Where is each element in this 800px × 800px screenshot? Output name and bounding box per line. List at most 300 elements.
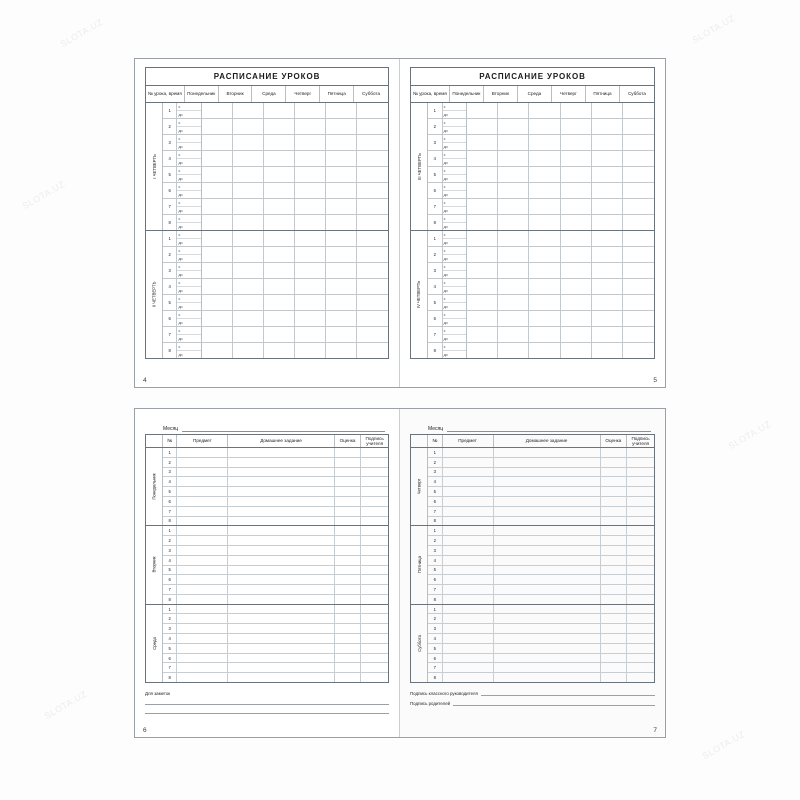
table-row[interactable] xyxy=(163,468,388,478)
cell-signature[interactable] xyxy=(361,634,388,643)
table-row[interactable] xyxy=(163,546,388,556)
cell-monday[interactable] xyxy=(202,311,233,326)
cell-saturday[interactable] xyxy=(357,183,388,198)
cell-subject[interactable] xyxy=(177,468,228,477)
cell-wednesday[interactable] xyxy=(264,183,295,198)
cell-subject[interactable] xyxy=(177,517,228,526)
table-row[interactable] xyxy=(163,556,388,566)
cell-homework[interactable] xyxy=(228,595,334,604)
cell-tuesday[interactable] xyxy=(233,279,264,294)
cell-tuesday[interactable] xyxy=(498,327,529,342)
cell-mark[interactable] xyxy=(601,575,628,584)
cell-monday[interactable] xyxy=(467,263,498,278)
cell-subject[interactable] xyxy=(443,487,494,496)
cell-tuesday[interactable] xyxy=(233,151,264,166)
cell-tuesday[interactable] xyxy=(498,279,529,294)
table-row[interactable] xyxy=(428,605,654,615)
cell-mark[interactable] xyxy=(601,458,628,467)
cell-mark[interactable] xyxy=(335,654,362,663)
lesson-time[interactable] xyxy=(443,151,467,166)
cell-subject[interactable] xyxy=(177,546,228,555)
cell-signature[interactable] xyxy=(627,595,654,604)
lesson-time[interactable] xyxy=(443,103,467,118)
table-row[interactable] xyxy=(163,614,388,624)
cell-signature[interactable] xyxy=(627,575,654,584)
cell-thursday[interactable] xyxy=(561,183,592,198)
cell-homework[interactable] xyxy=(228,624,334,633)
cell-subject[interactable] xyxy=(177,487,228,496)
cell-subject[interactable] xyxy=(443,673,494,682)
cell-homework[interactable] xyxy=(228,614,334,623)
cell-thursday[interactable] xyxy=(295,215,326,230)
cell-wednesday[interactable] xyxy=(264,231,295,246)
cell-mark[interactable] xyxy=(335,644,362,653)
cell-saturday[interactable] xyxy=(357,247,388,262)
lesson-time[interactable] xyxy=(177,311,201,326)
cell-signature[interactable] xyxy=(361,477,388,486)
cell-mark[interactable] xyxy=(335,624,362,633)
cell-wednesday[interactable] xyxy=(264,343,295,358)
table-row[interactable] xyxy=(163,605,388,615)
cell-mark[interactable] xyxy=(335,526,362,535)
cell-subject[interactable] xyxy=(443,526,494,535)
lesson-time[interactable] xyxy=(443,199,467,214)
cell-wednesday[interactable] xyxy=(264,311,295,326)
cell-homework[interactable] xyxy=(494,448,601,457)
cell-subject[interactable] xyxy=(443,458,494,467)
cell-tuesday[interactable] xyxy=(498,103,529,118)
lesson-time[interactable] xyxy=(443,247,467,262)
lesson-row[interactable] xyxy=(163,135,388,151)
table-row[interactable] xyxy=(428,614,654,624)
notes-line[interactable] xyxy=(145,705,389,714)
cell-tuesday[interactable] xyxy=(233,183,264,198)
cell-friday[interactable] xyxy=(326,343,357,358)
lesson-time[interactable] xyxy=(177,103,201,118)
cell-monday[interactable] xyxy=(467,311,498,326)
cell-mark[interactable] xyxy=(601,654,628,663)
cell-tuesday[interactable] xyxy=(498,343,529,358)
cell-mark[interactable] xyxy=(601,546,628,555)
cell-thursday[interactable] xyxy=(561,231,592,246)
cell-tuesday[interactable] xyxy=(233,231,264,246)
lesson-row[interactable] xyxy=(163,263,388,279)
cell-signature[interactable] xyxy=(627,673,654,682)
cell-subject[interactable] xyxy=(177,556,228,565)
cell-thursday[interactable] xyxy=(561,279,592,294)
table-row[interactable] xyxy=(428,526,654,536)
cell-friday[interactable] xyxy=(592,183,623,198)
cell-signature[interactable] xyxy=(361,546,388,555)
cell-wednesday[interactable] xyxy=(264,295,295,310)
cell-homework[interactable] xyxy=(228,468,334,477)
cell-mark[interactable] xyxy=(335,487,362,496)
cell-subject[interactable] xyxy=(443,663,494,672)
lesson-time[interactable] xyxy=(177,135,201,150)
cell-wednesday[interactable] xyxy=(529,183,560,198)
cell-mark[interactable] xyxy=(601,448,628,457)
lesson-row[interactable] xyxy=(163,279,388,295)
lesson-row[interactable] xyxy=(428,263,654,279)
table-row[interactable] xyxy=(163,487,388,497)
cell-signature[interactable] xyxy=(627,654,654,663)
table-row[interactable] xyxy=(428,477,654,487)
cell-subject[interactable] xyxy=(177,634,228,643)
lesson-time[interactable] xyxy=(177,215,201,230)
cell-friday[interactable] xyxy=(592,279,623,294)
lesson-row[interactable] xyxy=(163,295,388,311)
cell-subject[interactable] xyxy=(443,585,494,594)
cell-subject[interactable] xyxy=(443,517,494,526)
lesson-row[interactable] xyxy=(428,279,654,295)
cell-subject[interactable] xyxy=(177,536,228,545)
month-field[interactable] xyxy=(428,421,655,432)
cell-signature[interactable] xyxy=(627,644,654,653)
lesson-time[interactable] xyxy=(177,279,201,294)
cell-tuesday[interactable] xyxy=(233,103,264,118)
cell-signature[interactable] xyxy=(361,536,388,545)
cell-saturday[interactable] xyxy=(357,279,388,294)
cell-wednesday[interactable] xyxy=(529,167,560,182)
lesson-row[interactable] xyxy=(428,327,654,343)
cell-signature[interactable] xyxy=(361,566,388,575)
cell-signature[interactable] xyxy=(361,487,388,496)
table-row[interactable] xyxy=(428,566,654,576)
table-row[interactable] xyxy=(163,517,388,526)
lesson-row[interactable] xyxy=(428,119,654,135)
cell-tuesday[interactable] xyxy=(233,343,264,358)
cell-mark[interactable] xyxy=(335,556,362,565)
cell-friday[interactable] xyxy=(326,183,357,198)
cell-homework[interactable] xyxy=(494,517,601,526)
cell-wednesday[interactable] xyxy=(264,247,295,262)
lesson-time[interactable] xyxy=(443,183,467,198)
cell-friday[interactable] xyxy=(592,103,623,118)
cell-friday[interactable] xyxy=(592,151,623,166)
cell-wednesday[interactable] xyxy=(264,103,295,118)
cell-friday[interactable] xyxy=(326,167,357,182)
cell-mark[interactable] xyxy=(601,595,628,604)
cell-thursday[interactable] xyxy=(295,183,326,198)
cell-subject[interactable] xyxy=(443,644,494,653)
table-row[interactable] xyxy=(428,487,654,497)
cell-wednesday[interactable] xyxy=(529,247,560,262)
table-row[interactable] xyxy=(163,477,388,487)
cell-tuesday[interactable] xyxy=(498,199,529,214)
cell-homework[interactable] xyxy=(228,654,334,663)
cell-subject[interactable] xyxy=(177,654,228,663)
cell-subject[interactable] xyxy=(177,477,228,486)
cell-mark[interactable] xyxy=(335,477,362,486)
cell-mark[interactable] xyxy=(335,448,362,457)
cell-saturday[interactable] xyxy=(623,295,654,310)
cell-subject[interactable] xyxy=(177,605,228,614)
table-row[interactable] xyxy=(428,634,654,644)
table-row[interactable] xyxy=(428,517,654,526)
cell-homework[interactable] xyxy=(228,517,334,526)
cell-thursday[interactable] xyxy=(561,151,592,166)
cell-saturday[interactable] xyxy=(623,263,654,278)
table-row[interactable] xyxy=(163,575,388,585)
cell-tuesday[interactable] xyxy=(233,119,264,134)
cell-wednesday[interactable] xyxy=(529,343,560,358)
cell-homework[interactable] xyxy=(494,654,601,663)
lesson-time[interactable] xyxy=(443,327,467,342)
cell-signature[interactable] xyxy=(361,605,388,614)
cell-subject[interactable] xyxy=(177,448,228,457)
cell-thursday[interactable] xyxy=(561,343,592,358)
cell-wednesday[interactable] xyxy=(529,279,560,294)
cell-saturday[interactable] xyxy=(357,119,388,134)
cell-thursday[interactable] xyxy=(295,151,326,166)
cell-saturday[interactable] xyxy=(357,231,388,246)
table-row[interactable] xyxy=(163,644,388,654)
cell-signature[interactable] xyxy=(361,663,388,672)
table-row[interactable] xyxy=(163,458,388,468)
cell-thursday[interactable] xyxy=(295,343,326,358)
cell-signature[interactable] xyxy=(627,546,654,555)
cell-thursday[interactable] xyxy=(295,103,326,118)
cell-mark[interactable] xyxy=(601,536,628,545)
cell-homework[interactable] xyxy=(228,673,334,682)
cell-homework[interactable] xyxy=(228,477,334,486)
cell-mark[interactable] xyxy=(335,585,362,594)
cell-wednesday[interactable] xyxy=(529,135,560,150)
cell-friday[interactable] xyxy=(592,295,623,310)
table-row[interactable] xyxy=(428,468,654,478)
cell-mark[interactable] xyxy=(601,663,628,672)
cell-wednesday[interactable] xyxy=(529,215,560,230)
cell-saturday[interactable] xyxy=(623,167,654,182)
cell-wednesday[interactable] xyxy=(529,119,560,134)
lesson-row[interactable] xyxy=(428,151,654,167)
table-row[interactable] xyxy=(163,663,388,673)
cell-signature[interactable] xyxy=(627,526,654,535)
cell-monday[interactable] xyxy=(202,183,233,198)
cell-mark[interactable] xyxy=(335,634,362,643)
cell-subject[interactable] xyxy=(177,526,228,535)
cell-subject[interactable] xyxy=(443,566,494,575)
cell-friday[interactable] xyxy=(592,167,623,182)
cell-saturday[interactable] xyxy=(623,183,654,198)
cell-friday[interactable] xyxy=(326,311,357,326)
cell-subject[interactable] xyxy=(177,585,228,594)
cell-homework[interactable] xyxy=(228,458,334,467)
cell-friday[interactable] xyxy=(592,327,623,342)
table-row[interactable] xyxy=(428,546,654,556)
cell-monday[interactable] xyxy=(467,167,498,182)
lesson-time[interactable] xyxy=(443,119,467,134)
cell-saturday[interactable] xyxy=(623,199,654,214)
cell-tuesday[interactable] xyxy=(233,167,264,182)
cell-signature[interactable] xyxy=(627,605,654,614)
table-row[interactable] xyxy=(428,585,654,595)
cell-saturday[interactable] xyxy=(623,247,654,262)
cell-wednesday[interactable] xyxy=(264,199,295,214)
cell-thursday[interactable] xyxy=(561,167,592,182)
cell-mark[interactable] xyxy=(335,575,362,584)
lesson-time[interactable] xyxy=(177,119,201,134)
cell-homework[interactable] xyxy=(228,605,334,614)
table-row[interactable] xyxy=(428,507,654,517)
cell-mark[interactable] xyxy=(335,468,362,477)
cell-saturday[interactable] xyxy=(623,327,654,342)
cell-mark[interactable] xyxy=(335,673,362,682)
cell-mark[interactable] xyxy=(601,556,628,565)
cell-mark[interactable] xyxy=(335,507,362,516)
cell-signature[interactable] xyxy=(361,575,388,584)
cell-mark[interactable] xyxy=(335,605,362,614)
cell-saturday[interactable] xyxy=(623,151,654,166)
cell-thursday[interactable] xyxy=(295,279,326,294)
cell-homework[interactable] xyxy=(494,605,601,614)
cell-tuesday[interactable] xyxy=(498,215,529,230)
cell-saturday[interactable] xyxy=(357,103,388,118)
cell-saturday[interactable] xyxy=(623,311,654,326)
cell-tuesday[interactable] xyxy=(233,263,264,278)
cell-saturday[interactable] xyxy=(357,327,388,342)
class-teacher-signature-input[interactable] xyxy=(481,689,655,696)
cell-mark[interactable] xyxy=(335,536,362,545)
notes-line[interactable] xyxy=(145,696,389,705)
cell-tuesday[interactable] xyxy=(498,135,529,150)
lesson-time[interactable] xyxy=(177,183,201,198)
cell-homework[interactable] xyxy=(494,585,601,594)
cell-homework[interactable] xyxy=(228,497,334,506)
table-row[interactable] xyxy=(428,458,654,468)
cell-friday[interactable] xyxy=(592,263,623,278)
cell-saturday[interactable] xyxy=(623,343,654,358)
cell-signature[interactable] xyxy=(627,536,654,545)
cell-subject[interactable] xyxy=(443,605,494,614)
cell-monday[interactable] xyxy=(202,151,233,166)
month-input[interactable] xyxy=(182,424,385,432)
table-row[interactable] xyxy=(428,673,654,682)
cell-wednesday[interactable] xyxy=(529,263,560,278)
cell-saturday[interactable] xyxy=(357,151,388,166)
lesson-row[interactable] xyxy=(163,119,388,135)
table-row[interactable] xyxy=(163,654,388,664)
cell-thursday[interactable] xyxy=(295,311,326,326)
cell-signature[interactable] xyxy=(627,585,654,594)
cell-signature[interactable] xyxy=(627,663,654,672)
cell-wednesday[interactable] xyxy=(529,199,560,214)
cell-friday[interactable] xyxy=(326,327,357,342)
cell-friday[interactable] xyxy=(326,231,357,246)
cell-homework[interactable] xyxy=(228,487,334,496)
cell-saturday[interactable] xyxy=(623,231,654,246)
cell-mark[interactable] xyxy=(601,614,628,623)
cell-thursday[interactable] xyxy=(295,295,326,310)
cell-signature[interactable] xyxy=(361,526,388,535)
cell-monday[interactable] xyxy=(202,215,233,230)
cell-signature[interactable] xyxy=(627,634,654,643)
cell-homework[interactable] xyxy=(494,634,601,643)
cell-homework[interactable] xyxy=(228,556,334,565)
lesson-row[interactable] xyxy=(428,167,654,183)
cell-friday[interactable] xyxy=(326,103,357,118)
cell-monday[interactable] xyxy=(202,231,233,246)
cell-mark[interactable] xyxy=(335,458,362,467)
cell-signature[interactable] xyxy=(361,624,388,633)
cell-signature[interactable] xyxy=(627,448,654,457)
table-row[interactable] xyxy=(428,448,654,458)
cell-signature[interactable] xyxy=(627,468,654,477)
cell-thursday[interactable] xyxy=(561,327,592,342)
lesson-row[interactable] xyxy=(163,247,388,263)
cell-wednesday[interactable] xyxy=(529,295,560,310)
cell-homework[interactable] xyxy=(494,663,601,672)
cell-wednesday[interactable] xyxy=(264,119,295,134)
lesson-row[interactable] xyxy=(163,231,388,247)
cell-monday[interactable] xyxy=(467,151,498,166)
cell-thursday[interactable] xyxy=(561,135,592,150)
cell-signature[interactable] xyxy=(361,595,388,604)
cell-homework[interactable] xyxy=(494,556,601,565)
cell-thursday[interactable] xyxy=(561,263,592,278)
cell-subject[interactable] xyxy=(443,614,494,623)
cell-monday[interactable] xyxy=(467,103,498,118)
cell-signature[interactable] xyxy=(361,517,388,526)
cell-subject[interactable] xyxy=(177,673,228,682)
cell-subject[interactable] xyxy=(177,458,228,467)
cell-homework[interactable] xyxy=(228,507,334,516)
cell-friday[interactable] xyxy=(326,199,357,214)
cell-mark[interactable] xyxy=(601,517,628,526)
cell-thursday[interactable] xyxy=(561,103,592,118)
cell-friday[interactable] xyxy=(592,199,623,214)
cell-saturday[interactable] xyxy=(357,215,388,230)
cell-homework[interactable] xyxy=(494,595,601,604)
cell-thursday[interactable] xyxy=(295,231,326,246)
lesson-time[interactable] xyxy=(177,247,201,262)
cell-thursday[interactable] xyxy=(295,247,326,262)
cell-thursday[interactable] xyxy=(295,199,326,214)
table-row[interactable] xyxy=(163,673,388,682)
cell-thursday[interactable] xyxy=(295,167,326,182)
parent-signature-input[interactable] xyxy=(453,699,655,706)
cell-homework[interactable] xyxy=(228,566,334,575)
cell-mark[interactable] xyxy=(601,644,628,653)
lesson-row[interactable] xyxy=(163,103,388,119)
cell-tuesday[interactable] xyxy=(233,311,264,326)
cell-signature[interactable] xyxy=(627,477,654,486)
lesson-row[interactable] xyxy=(163,343,388,358)
cell-friday[interactable] xyxy=(326,135,357,150)
cell-subject[interactable] xyxy=(443,536,494,545)
cell-friday[interactable] xyxy=(592,135,623,150)
lesson-row[interactable] xyxy=(428,199,654,215)
cell-homework[interactable] xyxy=(494,477,601,486)
lesson-row[interactable] xyxy=(163,327,388,343)
cell-signature[interactable] xyxy=(361,614,388,623)
cell-subject[interactable] xyxy=(443,556,494,565)
lesson-row[interactable] xyxy=(428,295,654,311)
cell-signature[interactable] xyxy=(361,507,388,516)
cell-homework[interactable] xyxy=(494,468,601,477)
cell-monday[interactable] xyxy=(467,343,498,358)
lesson-time[interactable] xyxy=(443,279,467,294)
cell-homework[interactable] xyxy=(228,526,334,535)
cell-signature[interactable] xyxy=(627,614,654,623)
cell-homework[interactable] xyxy=(228,663,334,672)
cell-homework[interactable] xyxy=(228,585,334,594)
cell-subject[interactable] xyxy=(177,566,228,575)
lesson-row[interactable] xyxy=(428,311,654,327)
cell-homework[interactable] xyxy=(494,526,601,535)
cell-homework[interactable] xyxy=(228,575,334,584)
cell-homework[interactable] xyxy=(494,536,601,545)
